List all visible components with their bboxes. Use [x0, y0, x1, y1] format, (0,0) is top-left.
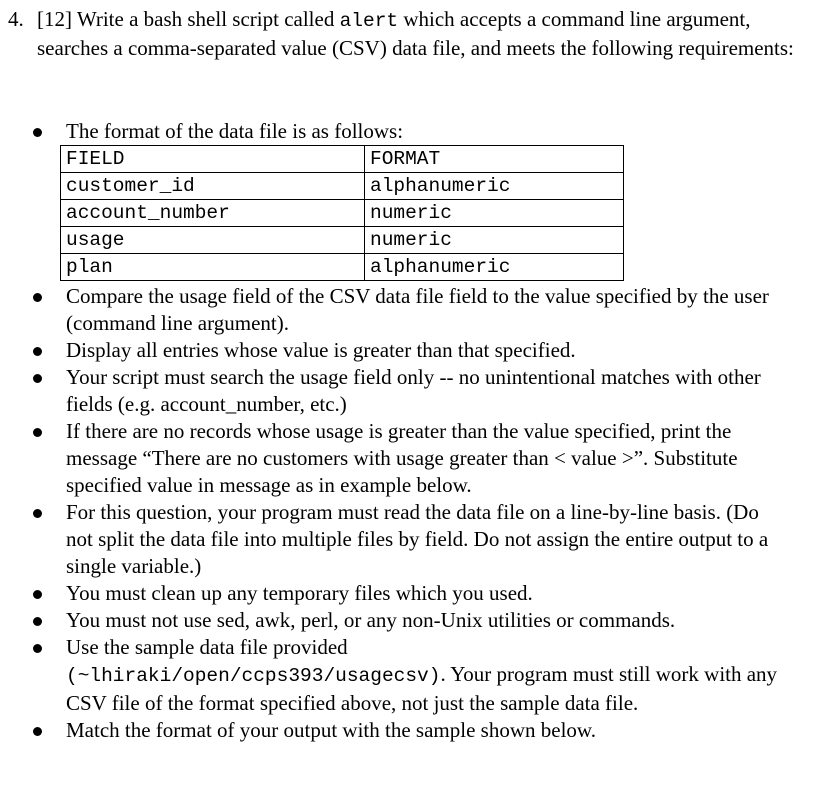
- sample-text-end: . Your program must still work with any CSV file of the format specified above, not just the sample data file.: [66, 662, 778, 715]
- list-item-sample-file: [0, 634, 786, 717]
- question-number: 4.: [8, 7, 24, 31]
- table-row: [61, 227, 624, 254]
- bullet-icon: [33, 374, 42, 383]
- bullet-icon: [33, 644, 42, 653]
- table-row: [61, 173, 624, 200]
- list-item: [0, 580, 786, 607]
- list-item-format: [0, 118, 786, 145]
- requirements-list: [0, 118, 833, 744]
- table-row: [61, 200, 624, 227]
- table-wrapper: [0, 145, 833, 281]
- bullet-text: If there are no records whose usage is greater than the value specified, print the message “There are no customers with usage greater than < value >”. Substitute specified value in message as in example below.: [66, 419, 738, 497]
- format-intro-text: The format of the data file is as follows:: [66, 119, 404, 143]
- script-name-code: alert: [339, 10, 399, 32]
- bullet-icon: [33, 128, 42, 137]
- table-header-row: [61, 146, 624, 173]
- table-header-cell: FORMAT: [365, 146, 624, 173]
- list-item: [0, 283, 786, 337]
- bullet-text: For this question, your program must read the data file on a line-by-line basis. (Do not split the data file into multiple files by field. Do not assign the entire output to a single variable.): [66, 500, 769, 578]
- bullet-text: Display all entries whose value is greater than that specified.: [66, 338, 576, 362]
- bullet-icon: [33, 727, 42, 736]
- table-row: [61, 254, 624, 281]
- intro-text-start: [12] Write a bash shell script called: [37, 7, 340, 31]
- question-block: [8, 6, 808, 62]
- table-header-cell: FIELD: [61, 146, 365, 173]
- bullet-text: You must not use sed, awk, perl, or any non-Unix utilities or commands.: [66, 608, 676, 632]
- bullet-icon: [33, 347, 42, 356]
- table-cell: numeric: [365, 227, 624, 254]
- table-cell: customer_id: [61, 173, 365, 200]
- bullet-icon: [33, 293, 42, 302]
- bullet-text: Match the format of your output with the sample shown below.: [66, 718, 596, 742]
- data-format-table: [60, 145, 624, 281]
- list-item: [0, 717, 786, 744]
- table-cell: numeric: [365, 200, 624, 227]
- bullet-text: You must clean up any temporary files which you used.: [66, 581, 533, 605]
- bullet-icon: [33, 617, 42, 626]
- table-cell: alphanumeric: [365, 173, 624, 200]
- table-cell: usage: [61, 227, 365, 254]
- bullet-text: Your script must search the usage field only -- no unintentional matches with other fields (e.g. account_number, etc.): [66, 365, 761, 416]
- question-intro: [37, 6, 808, 62]
- list-item: [0, 364, 786, 418]
- bullet-icon: [33, 428, 42, 437]
- list-item: [0, 607, 786, 634]
- list-item: [0, 337, 786, 364]
- list-item: [0, 499, 786, 580]
- bullet-text: Compare the usage field of the CSV data file field to the value specified by the user (command line argument).: [66, 284, 769, 335]
- bullet-icon: [33, 590, 42, 599]
- table-cell: alphanumeric: [365, 254, 624, 281]
- bullet-icon: [33, 509, 42, 518]
- intro-text-end: which accepts a command line argument, searches a comma-separated value (CSV) data file, and meets the following requirements:: [37, 7, 794, 60]
- sample-text-start: Use the sample data file provided: [66, 635, 348, 659]
- list-item: [0, 418, 786, 499]
- sample-file-path-code: (~lhiraki/open/ccps393/usagecsv): [66, 665, 441, 687]
- table-cell: plan: [61, 254, 365, 281]
- table-cell: account_number: [61, 200, 365, 227]
